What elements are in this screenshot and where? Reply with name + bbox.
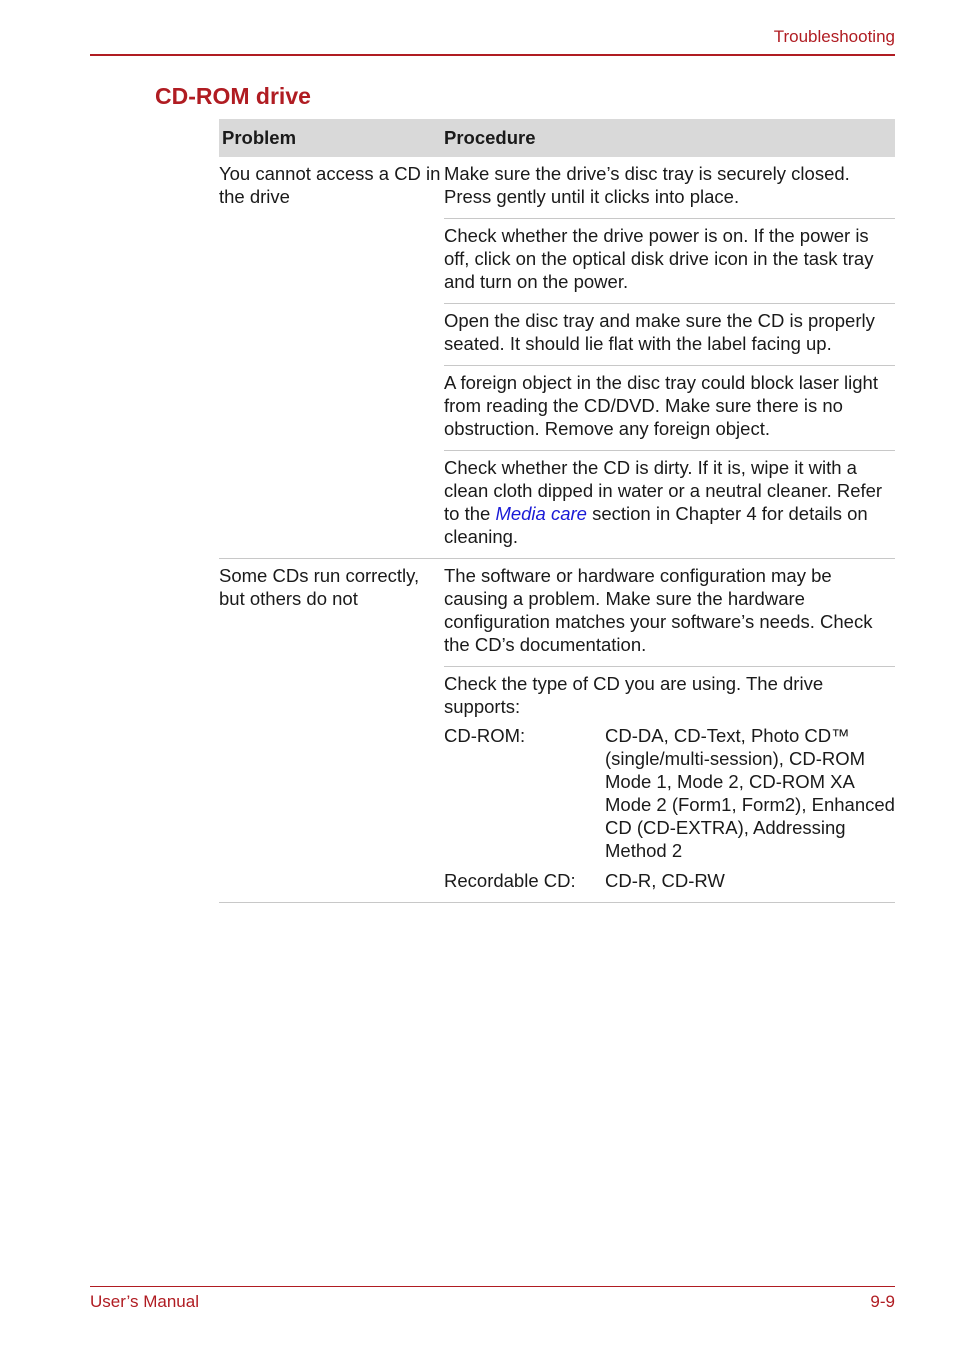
running-header-title: Troubleshooting xyxy=(773,27,895,46)
table-row xyxy=(219,157,895,559)
procedure-item xyxy=(444,451,895,558)
procedure-item: Make sure the drive’s disc tray is securely closed. Press gently until it clicks into place. xyxy=(444,157,895,219)
format-value: CD-DA, CD-Text, Photo CD™ (single/multi-session), CD-ROM Mode 1, Mode 2, CD-ROM XA Mode 2 (Form1, Form2), Enhanced CD (CD-EXTRA), Addressing Method 2 xyxy=(605,725,895,861)
supported-formats-list xyxy=(444,724,895,892)
problem-cell: You cannot access a CD in the drive xyxy=(219,163,441,207)
format-label: Recordable CD: xyxy=(444,870,576,891)
page-number: 9-9 xyxy=(870,1292,895,1311)
procedure-text: Check whether the CD is dirty. If it is, wipe it with a clean cloth dipped in water or a neutral cleaner. Refer to the xyxy=(444,457,883,524)
problem-cell: Some CDs run correctly, but others do not xyxy=(219,565,420,609)
format-value: CD-R, CD-RW xyxy=(605,870,725,891)
procedure-cell xyxy=(444,157,895,558)
procedure-item: The software or hardware configuration may be causing a problem. Make sure the hardware configuration matches your software’s needs. Check the CD’s documentation. xyxy=(444,559,895,667)
column-header-problem: Problem xyxy=(222,127,297,148)
procedure-item: A foreign object in the disc tray could block laser light from reading the CD/DVD. Make sure there is no obstruction. Remove any foreign object. xyxy=(444,366,895,451)
column-header-procedure: Procedure xyxy=(444,127,536,148)
procedure-item: Check whether the drive power is on. If the power is off, click on the optical disk drive icon in the task tray and turn on the power. xyxy=(444,219,895,304)
section-title: CD-ROM drive xyxy=(155,83,311,109)
media-care-link[interactable]: Media care xyxy=(495,503,587,524)
table-header xyxy=(219,119,895,157)
procedure-item xyxy=(444,667,895,902)
supported-formats-intro: Check the type of CD you are using. The drive supports: xyxy=(444,673,824,717)
header-rule xyxy=(90,54,895,56)
procedure-cell xyxy=(444,559,895,902)
format-label: CD-ROM: xyxy=(444,725,526,746)
table-row xyxy=(219,559,895,903)
troubleshooting-table xyxy=(219,119,895,903)
footer-manual-title: User’s Manual xyxy=(90,1292,199,1311)
procedure-text: section in Chapter 4 for details on cleaning. xyxy=(444,503,868,547)
procedure-item: Open the disc tray and make sure the CD is properly seated. It should lie flat with the label facing up. xyxy=(444,304,895,366)
footer-rule xyxy=(90,1286,895,1287)
